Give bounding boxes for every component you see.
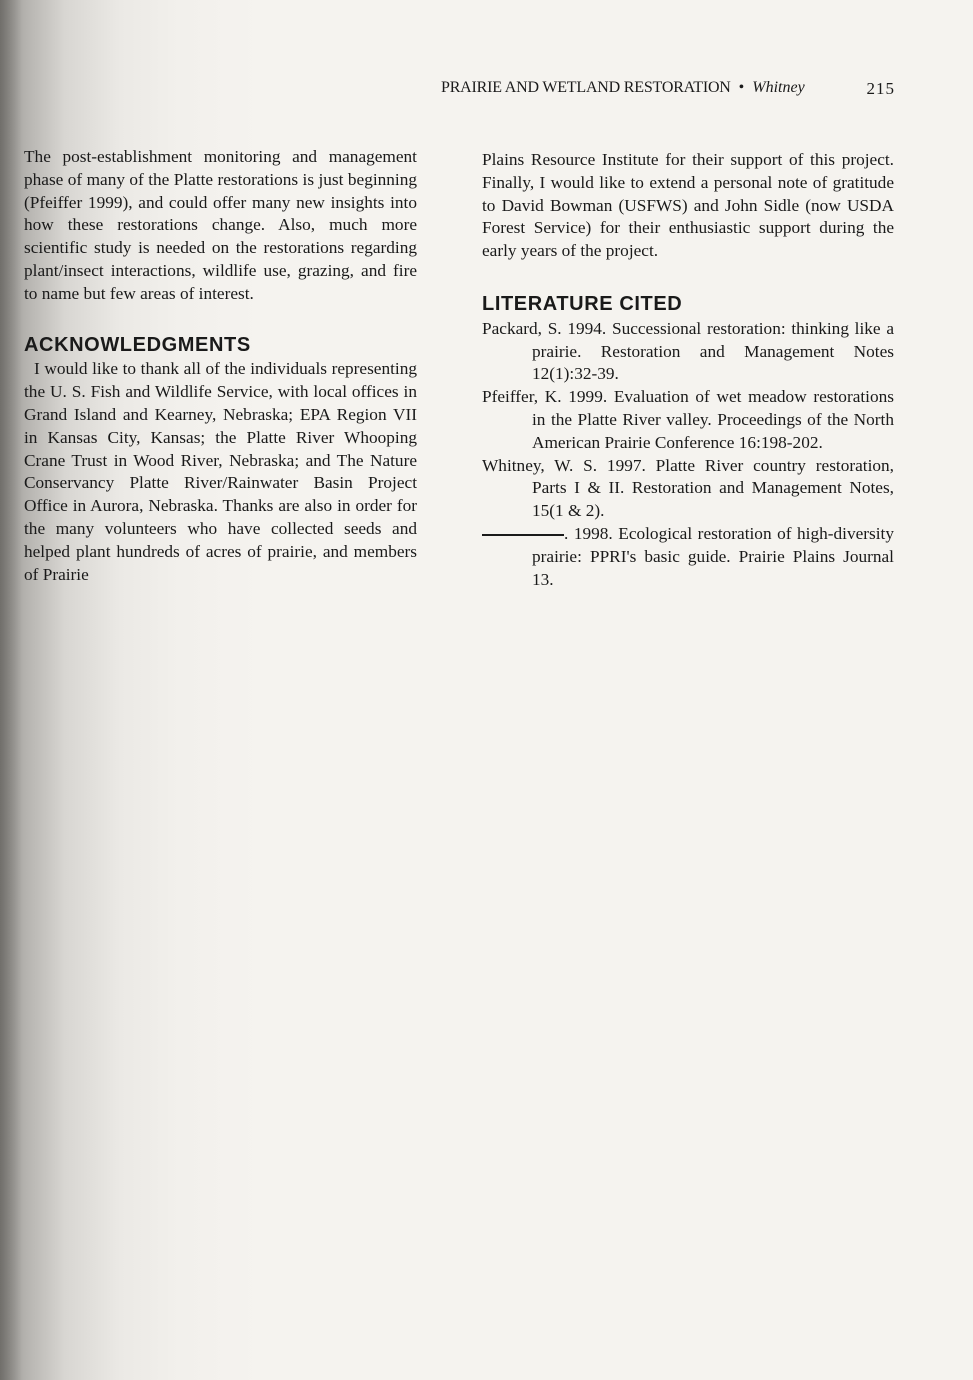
running-head-title: PRAIRIE AND WETLAND RESTORATION <box>441 79 731 96</box>
right-column <box>482 149 894 591</box>
running-head <box>441 79 901 97</box>
reference-item-text: . 1998. Ecological restoration of high-diversity prairie: PPRI's basic guide. Prairie Plains Journal 13. <box>532 523 894 589</box>
acknowledgments-continuation: Plains Resource Institute for their support of this project. Finally, I would like to extend a personal note of gratitude to David Bowman (USFWS) and John Sidle (now USDA Forest Service) for their enthusiastic support during the early years of the project. <box>482 150 894 261</box>
reference-item: Whitney, W. S. 1997. Platte River country restoration, Parts I & II. Restoration and Management Notes, 15(1 & 2). <box>482 455 894 521</box>
acknowledgments-paragraph: I would like to thank all of the individuals representing the U. S. Fish and Wildlife Service, with local offices in Grand Island and Kearney, Nebraska; EPA Region VII in Kansas City, Kansas; the Platte River Whooping Crane Trust in Wood River, Nebraska; and The Nature Conservancy Platte River/Rainwater Basin Project Office in Aurora, Nebraska. Thanks are also in order for the many volunteers who have collected seeds and helped plant hundreds of acres of prairie, and members of Prairie <box>24 359 417 584</box>
running-head-bullet: • <box>738 79 745 96</box>
acknowledgments-heading: ACKNOWLEDGMENTS <box>24 333 251 356</box>
reference-item: Pfeiffer, K. 1999. Evaluation of wet meadow restorations in the Platte River valley. Proceedings of the North American Prairie Conference 16:198-202. <box>482 387 894 452</box>
reference-item-ditto <box>482 523 894 591</box>
reference-list <box>482 318 894 592</box>
running-head-author: Whitney <box>752 79 805 96</box>
ditto-dash <box>482 534 564 536</box>
left-column <box>24 146 417 586</box>
binding-shadow <box>0 0 22 1380</box>
literature-cited-heading: LITERATURE CITED <box>482 292 683 315</box>
intro-paragraph: The post-establishment monitoring and management phase of many of the Platte restorations is just beginning (Pfeiffer 1999), and could offer many new insights into how these restorations change. Also, much more scientific study is needed on the restorations regarding plant/insect interactions, wildlife use, grazing, and fire to name but few areas of interest. <box>24 147 417 303</box>
page-number: 215 <box>866 79 895 98</box>
reference-item: Packard, S. 1994. Successional restoration: thinking like a prairie. Restoration and Management Notes 12(1):32-39. <box>482 318 894 384</box>
